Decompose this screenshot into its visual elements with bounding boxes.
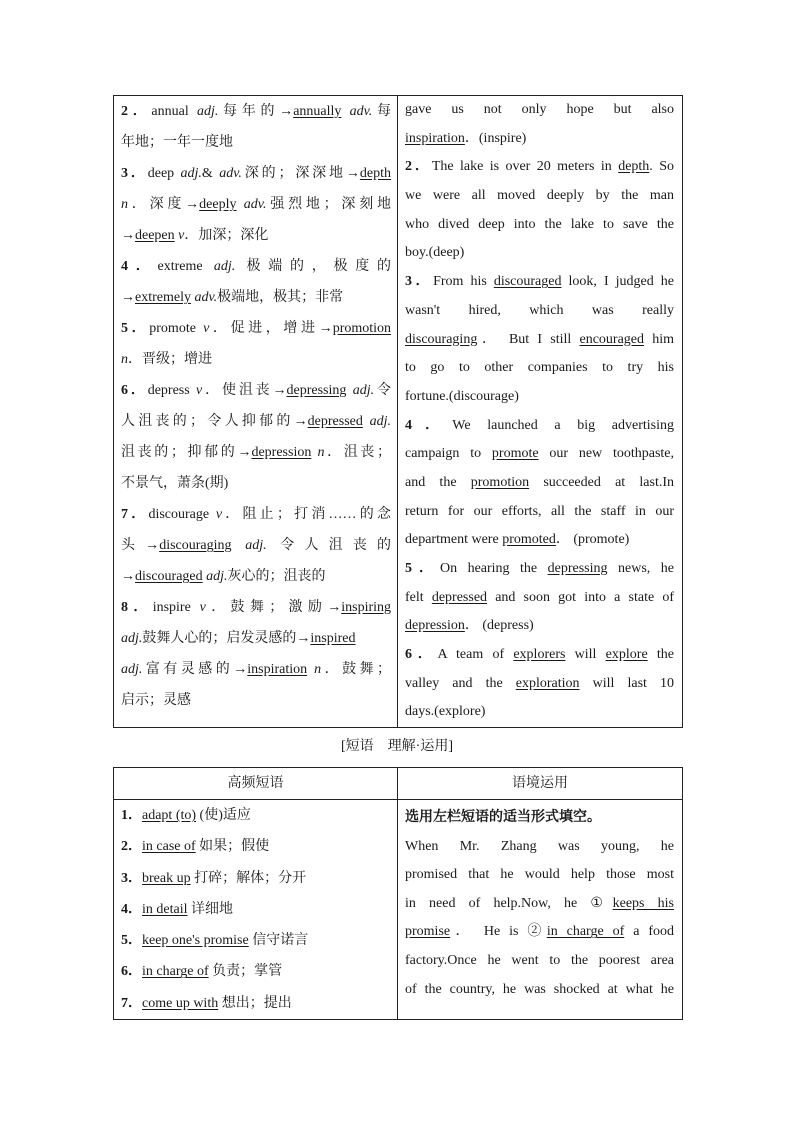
phrase-item: 4．in detail 详细地 — [121, 901, 233, 917]
right-line: depression． (depress) — [405, 618, 534, 634]
right-line: inspiration．(inspire) — [405, 130, 527, 146]
right-line: 5．On hearing the depressing news, he — [405, 561, 674, 576]
left-line: n．深度→deeply adv.强烈地；深刻地 — [121, 197, 392, 212]
left-line: 启示；灵感 — [121, 693, 191, 708]
right-line: who dived deep into the lake to save the — [405, 216, 674, 232]
left-line: 年地；一年一度地 — [121, 135, 233, 150]
right-line: department were promoted． (promote) — [405, 532, 630, 548]
right-line: 6．A team of explorers will explore the — [405, 647, 674, 663]
phrase-item: 3．break up 打碎；解体；分开 — [121, 870, 307, 886]
left-line: 人沮丧的；令人抑郁的→depressed adj. — [121, 414, 392, 429]
phrase-item: 7．come up with 想出；提出 — [121, 995, 292, 1011]
left-line: adj.富有灵感的→inspiration n．鼓舞； — [121, 662, 392, 677]
left-line: 4．extreme adj. 极端的，极度的 — [121, 259, 392, 274]
left-line: 3．deep adj.& adv.深的；深深地→depth — [121, 166, 392, 181]
header-phrases: 高频短语 — [114, 768, 398, 800]
right-line: 4．We launched a big advertising — [405, 417, 674, 433]
left-line: 头→discouraging adj. 令人沮丧的 — [121, 538, 392, 553]
right-line: discouraging． But I still encouraged him — [405, 331, 675, 347]
left-line: →discouraged adj.灰心的；沮丧的 — [121, 569, 326, 584]
left-line: 8．inspire v．鼓舞；激励→inspiring — [121, 600, 392, 615]
left-line: 5．promote v．促进，增进→promotion — [121, 321, 392, 336]
right-line: we were all moved deeply by the man — [405, 188, 674, 204]
vocabulary-table — [113, 95, 683, 728]
context-line: of the country, he was shocked at what he — [405, 981, 674, 997]
right-line: valley and the exploration will last 10 — [405, 675, 674, 691]
right-line: campaign to promote our new toothpaste, — [405, 446, 675, 462]
right-line: boy.(deep) — [405, 245, 465, 261]
right-line: days.(explore) — [405, 704, 486, 720]
right-line: felt depressed and soon got into a state of — [405, 589, 675, 605]
word-family-column — [114, 96, 398, 728]
left-line: →deepen v．加深；深化 — [121, 228, 269, 243]
right-line: 3．From his discouraged look, I judged he — [405, 274, 674, 290]
left-line: →extremely adv.极端地，极其；非常 — [121, 290, 344, 305]
phrase-item: 2．in case of 如果；假使 — [121, 839, 270, 855]
phrase-item: 5．keep one's promise 信守诺言 — [121, 933, 309, 949]
left-line: 不景气，萧条(期) — [121, 476, 229, 491]
phrases-table — [113, 767, 683, 1020]
context-line: promise． He is ②in charge of a food — [405, 924, 674, 940]
right-line: 2．The lake is over 20 meters in depth. So — [405, 159, 674, 175]
context-line: When Mr. Zhang was young, he — [405, 838, 674, 854]
phrase-item: 1．adapt (to) (使)适应 — [121, 808, 251, 823]
right-line: to go to other companies to try his — [405, 360, 674, 376]
right-line: gave us not only hope but also — [405, 102, 674, 117]
context-line: promised that he would help those most — [405, 867, 674, 883]
context-passage — [398, 800, 683, 1020]
context-line: factory.Once he went to the poorest area — [405, 952, 674, 968]
right-line: return for our efforts, all the staff in our — [405, 503, 674, 519]
header-context: 语境运用 — [398, 768, 683, 800]
left-line: 2．annual adj.每年的→annually adv.每 — [121, 104, 392, 119]
left-line: 6．depress v．使沮丧→depressing adj.令 — [121, 383, 392, 398]
phrase-list — [114, 800, 398, 1020]
right-line: and the promotion succeeded at last.In — [405, 474, 674, 490]
right-line: fortune.(discourage) — [405, 388, 519, 404]
context-instruction: 选用左栏短语的适当形式填空。 — [405, 810, 601, 825]
right-line: wasn't hired, which was really — [405, 302, 674, 318]
left-line: 7．discourage v．阻止；打消……的念 — [121, 507, 391, 522]
left-line: adj.鼓舞人心的；启发灵感的→inspired — [121, 631, 356, 646]
left-line: n．晋级；增进 — [121, 352, 212, 367]
left-line: 沮丧的；抑郁的→depression n．沮丧； — [121, 445, 392, 460]
section-caption: [短语 理解·运用] — [341, 739, 453, 754]
context-line: in need of help.Now, he ①keeps his — [405, 895, 674, 911]
sentence-column — [398, 96, 683, 728]
phrase-item: 6．in charge of 负责；掌管 — [121, 964, 283, 980]
